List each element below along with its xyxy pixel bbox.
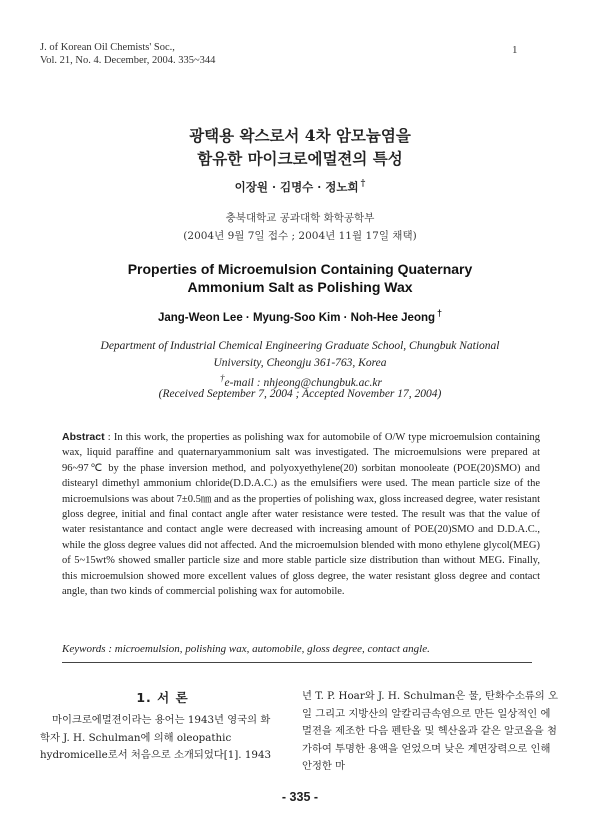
keywords bbox=[62, 643, 540, 655]
body-paragraph-left: 마이크로에멀젼이라는 용어는 1943년 영국의 화학자 J. H. Schulman에 의해 oleopathic hydromicelle로서 처음으로 소개되었다[1]. 1943 bbox=[40, 714, 272, 761]
korean-affiliation: 충북대학교 공과대학 화학공학부 bbox=[225, 212, 375, 224]
abstract-text: : In this work, the properties as polishing wax for automobile of O/W type microemulsion containing wax, liquid paraffine and quaternaryammonium salt was investigated. The microemulsions were prepared at 96~97℃ by the phase inversion method, and polyoxyethylene(20) sorbitan monooleate (POE(20)SMO) and distearyl dimethyl ammonium chloride(D.D.A.C.) as the emulsifiers were used. The mean particle size of the microemulsions was about 7±0.5㎚ and as the properties of polishing wax, gloss increased degree, water resistant gloss degree, initial and final contact angle after water resistance were tested. The result was that the value of water resistantance and contact angle were decreased with increasing amount of POE(20)SMO and D.D.A.C., while the gloss degree values did not affected. And the microemulsion blended with mono ethylene glycol(MEG) of 5~15wt% showed smaller particle size and more stable particle size distribution than without MEG. Finally, this microemulsion showed more excellent values of gloss degree, the water resistant gloss degree and contact angle, than two kinds of commercial polishing wax for automobile. bbox=[62, 432, 540, 598]
page-number-top: 1 bbox=[512, 44, 518, 56]
english-affiliation-line-2: University, Cheongju 361-763, Korea bbox=[213, 357, 387, 369]
korean-title-line-1: 광택용 왁스로서 4차 암모늄염을 bbox=[189, 126, 411, 145]
corresponding-dagger: † bbox=[360, 179, 366, 190]
abstract-label: Abstract bbox=[62, 431, 105, 443]
email-dagger: † bbox=[220, 373, 225, 383]
email-text: e-mail : nhjeong@chungbuk.ac.kr bbox=[224, 376, 382, 389]
abstract bbox=[62, 430, 540, 599]
korean-authors-names: 이장원 · 김명수 · 정노희 bbox=[234, 180, 359, 194]
body-column-right bbox=[302, 688, 558, 776]
keywords-text: : microemulsion, polishing wax, automobile, gloss degree, contact angle. bbox=[105, 643, 430, 655]
keywords-label: Keywords bbox=[62, 643, 106, 655]
korean-title-line-2: 함유한 마이크로에멀젼의 특성 bbox=[197, 149, 403, 168]
korean-authors bbox=[0, 179, 600, 195]
english-title-line-1: Properties of Microemulsion Containing Quaternary bbox=[127, 261, 473, 277]
journal-volume: Vol. 21, No. 4. December, 2004. 335~344 bbox=[40, 55, 216, 66]
english-affiliation-line-1: Department of Industrial Chemical Engineering Graduate School, Chungbuk National bbox=[100, 340, 500, 352]
english-received-dates: (Received September 7, 2004 ; Accepted November 17, 2004) bbox=[158, 388, 442, 400]
divider-rule bbox=[62, 662, 532, 663]
journal-citation bbox=[40, 41, 215, 67]
english-title-line-2: Ammonium Salt as Polishing Wax bbox=[187, 279, 413, 295]
corresponding-dagger-en: † bbox=[437, 308, 443, 318]
body-paragraph-right: 년 T. P. Hoar와 J. H. Schulman은 물, 탄화수소류의 오일 그리고 지방산의 알칼리금속염으로 만든 일상적인 에멀젼을 제조한 다음 펜탄올 및 헥산올과 같은 알코올을 첨가하여 투명한 용액을 얻었으며 낮은 계면장력으로 인해 안정한 마 bbox=[302, 690, 558, 772]
journal-name: J. of Korean Oil Chemists' Soc., bbox=[40, 42, 175, 53]
page-number-footer: - 335 - bbox=[281, 790, 319, 804]
english-authors bbox=[0, 308, 600, 324]
section-heading-introduction: 1. 서 론 bbox=[136, 690, 189, 705]
body-column-left bbox=[40, 712, 280, 765]
author-email bbox=[0, 373, 600, 389]
english-authors-names: Jang-Weon Lee · Myung-Soo Kim · Noh-Hee Jeong bbox=[157, 311, 436, 324]
korean-received-dates: (2004년 9월 7일 접수 ; 2004년 11월 17일 채택) bbox=[183, 230, 417, 242]
